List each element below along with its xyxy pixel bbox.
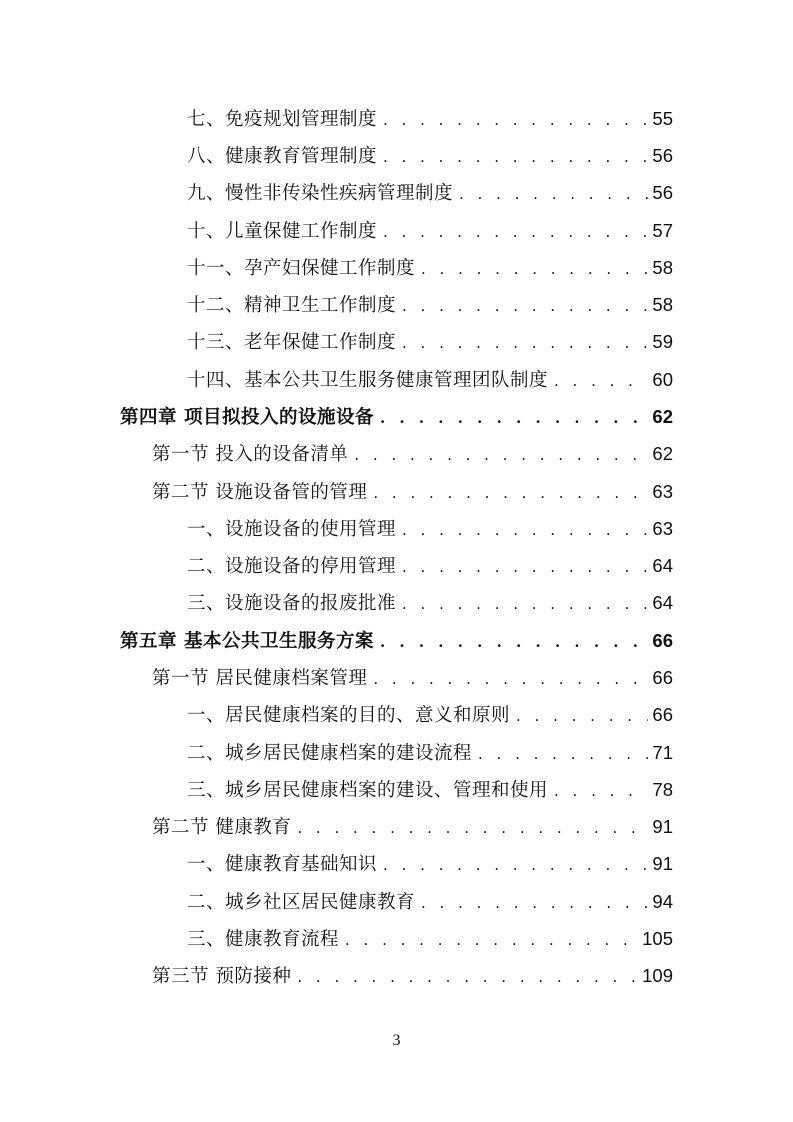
toc-dot-leader bbox=[383, 850, 648, 880]
toc-entry-label: 三、设施设备的报废批准 bbox=[187, 593, 397, 614]
toc-chapter[interactable] bbox=[120, 626, 673, 656]
toc-entry-page: 60 bbox=[652, 369, 673, 390]
toc-entry[interactable] bbox=[187, 775, 673, 805]
toc-section[interactable] bbox=[152, 439, 673, 469]
toc-entry-page: 59 bbox=[652, 331, 673, 352]
toc-entry-page: 64 bbox=[652, 555, 673, 576]
toc-section-page: 66 bbox=[652, 667, 673, 688]
toc-entry[interactable] bbox=[187, 104, 673, 134]
toc-section[interactable] bbox=[152, 961, 673, 991]
toc-dot-leader bbox=[516, 701, 648, 731]
toc-entry-page: 78 bbox=[652, 779, 673, 800]
toc-entry[interactable] bbox=[187, 551, 673, 581]
toc-entry[interactable] bbox=[187, 887, 673, 917]
toc-entry-page: 105 bbox=[642, 928, 673, 949]
toc-dot-leader bbox=[345, 925, 638, 955]
toc-section-page: 63 bbox=[652, 481, 673, 502]
toc-entry[interactable] bbox=[187, 290, 673, 320]
toc-chapter[interactable] bbox=[120, 402, 673, 432]
toc-dot-leader bbox=[402, 515, 648, 545]
toc-entry-label: 一、健康教育基础知识 bbox=[187, 854, 378, 875]
toc-section-page: 91 bbox=[652, 816, 673, 837]
toc-entry[interactable] bbox=[187, 514, 673, 544]
toc-dot-leader bbox=[459, 179, 648, 209]
toc-entry[interactable] bbox=[187, 700, 673, 730]
toc-section-page: 109 bbox=[642, 965, 673, 986]
toc-section-page: 62 bbox=[652, 443, 673, 464]
toc-entry[interactable] bbox=[187, 216, 673, 246]
toc-dot-leader bbox=[380, 403, 648, 433]
toc-section-label: 第二节 设施设备管的管理 bbox=[152, 482, 368, 503]
page-number: 3 bbox=[392, 1032, 401, 1049]
toc-chapter-page: 66 bbox=[652, 630, 673, 651]
toc-entry-label: 二、城乡社区居民健康教育 bbox=[187, 892, 416, 913]
toc-section-label: 第二节 健康教育 bbox=[152, 817, 292, 838]
toc-entry-label: 二、城乡居民健康档案的建设流程 bbox=[187, 743, 473, 764]
toc-entry[interactable] bbox=[187, 253, 673, 283]
toc-entry-label: 十一、孕产妇保健工作制度 bbox=[187, 258, 416, 279]
toc-entry-page: 66 bbox=[652, 704, 673, 725]
toc-dot-leader bbox=[297, 962, 638, 992]
toc-entry-page: 63 bbox=[652, 518, 673, 539]
toc-entry[interactable] bbox=[187, 178, 673, 208]
toc-dot-leader bbox=[478, 739, 648, 769]
toc-entry-page: 57 bbox=[652, 220, 673, 241]
toc-entry-label: 一、居民健康档案的目的、意义和原则 bbox=[187, 705, 511, 726]
toc-entry-label: 八、健康教育管理制度 bbox=[187, 146, 378, 167]
toc-dot-leader bbox=[402, 328, 648, 358]
toc-entry[interactable] bbox=[187, 738, 673, 768]
toc-dot-leader bbox=[354, 440, 648, 470]
toc-section-label: 第三节 预防接种 bbox=[152, 966, 292, 987]
toc-entry[interactable] bbox=[187, 588, 673, 618]
toc-dot-leader bbox=[402, 589, 648, 619]
toc-section[interactable] bbox=[152, 663, 673, 693]
toc-dot-leader bbox=[554, 776, 648, 806]
toc-dot-leader bbox=[373, 478, 648, 508]
toc-entry-label: 三、城乡居民健康档案的建设、管理和使用 bbox=[187, 780, 549, 801]
toc-chapter-label: 第四章 项目拟投入的设施设备 bbox=[120, 407, 374, 428]
toc-dot-leader bbox=[373, 664, 648, 694]
toc-dot-leader bbox=[554, 366, 648, 396]
toc-entry[interactable] bbox=[187, 849, 673, 879]
toc-entry-page: 71 bbox=[652, 742, 673, 763]
toc-entry-label: 二、设施设备的停用管理 bbox=[187, 556, 397, 577]
toc-entry-page: 91 bbox=[652, 853, 673, 874]
toc-dot-leader bbox=[402, 552, 648, 582]
toc-entry-page: 58 bbox=[652, 257, 673, 278]
toc-entry-page: 56 bbox=[652, 145, 673, 166]
toc-dot-leader bbox=[421, 888, 648, 918]
toc-section[interactable] bbox=[152, 477, 673, 507]
toc-entry-page: 64 bbox=[652, 592, 673, 613]
toc-entry[interactable] bbox=[187, 365, 673, 395]
toc-entry-label: 三、健康教育流程 bbox=[187, 929, 340, 950]
toc-section[interactable] bbox=[152, 812, 673, 842]
toc-entry[interactable] bbox=[187, 924, 673, 954]
toc-dot-leader bbox=[383, 217, 648, 247]
toc-entry[interactable] bbox=[187, 141, 673, 171]
toc-entry-label: 十、儿童保健工作制度 bbox=[187, 221, 378, 242]
toc-dot-leader bbox=[297, 813, 648, 843]
toc-dot-leader bbox=[383, 142, 648, 172]
toc-section-label: 第一节 投入的设备清单 bbox=[152, 444, 349, 465]
toc-dot-leader bbox=[421, 254, 648, 284]
toc-entry-label: 十四、基本公共卫生服务健康管理团队制度 bbox=[187, 370, 549, 391]
toc-entry-label: 十二、精神卫生工作制度 bbox=[187, 295, 397, 316]
toc-chapter-page: 62 bbox=[652, 406, 673, 427]
toc-entry-label: 九、慢性非传染性疾病管理制度 bbox=[187, 183, 454, 204]
toc-section-label: 第一节 居民健康档案管理 bbox=[152, 668, 368, 689]
toc-entry-label: 七、免疫规划管理制度 bbox=[187, 109, 378, 130]
toc-entry-page: 55 bbox=[652, 108, 673, 129]
toc-entry-page: 56 bbox=[652, 182, 673, 203]
toc-entry-page: 58 bbox=[652, 294, 673, 315]
toc-dot-leader bbox=[402, 291, 648, 321]
toc-dot-leader bbox=[383, 105, 648, 135]
toc-entry-page: 94 bbox=[652, 891, 673, 912]
toc-chapter-label: 第五章 基本公共卫生服务方案 bbox=[120, 631, 374, 652]
toc-entry-label: 十三、老年保健工作制度 bbox=[187, 332, 397, 353]
toc-entry[interactable] bbox=[187, 327, 673, 357]
toc-entry-label: 一、设施设备的使用管理 bbox=[187, 519, 397, 540]
toc-dot-leader bbox=[380, 627, 648, 657]
